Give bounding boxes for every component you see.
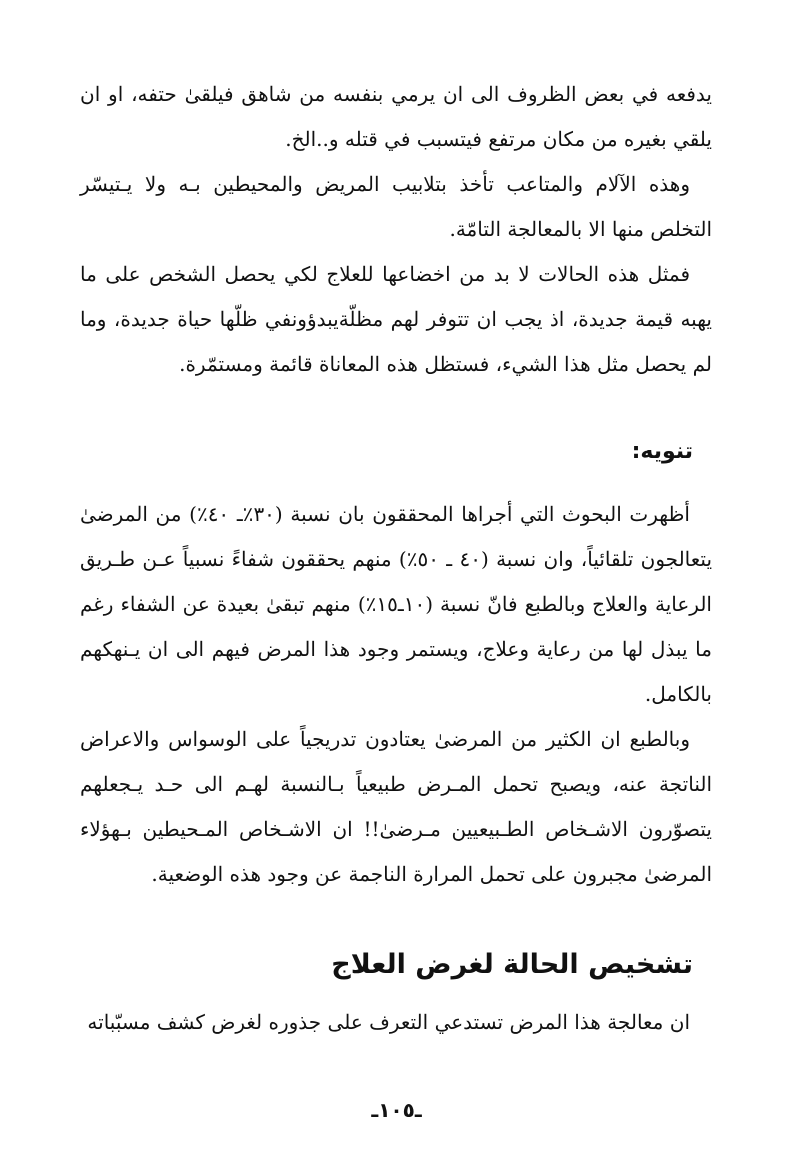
paragraph-adaptation-text: وبالطبع ان الكثير من المرضىٰ يعتادون تدريجياً على الوسواس والاعراض الناتجة عنه، ويصبح تحمل المـرض طبيعياً بـالنسبة لهـم الى حـد يـجعلهم يتصوّرون الاشـخاص الطـبيعيين مـرضىٰ!! ان الاشـخاص المـحيطين بـهؤلاء المرضىٰ مجبرون على تحمل المرارة الناجمة عن وجود هذه الوضعية. xyxy=(80,727,712,886)
paragraph-adaptation xyxy=(80,717,712,897)
page-number: ـ١٠٥ـ xyxy=(371,1098,422,1122)
paragraph-treatment-need-text: فمثل هذه الحالات لا بد من اخضاعها للعلاج لكي يحصل الشخص على ما يهبه قيمة جديدة، اذ يجب ان تتوفر لهم مظلّةيبدؤونفي ظلّها حياة جديدة، وما لم يحصل مثل هذا الشيء، فستظل هذه المعاناة قائمة ومستمّرة. xyxy=(80,262,712,376)
paragraph-research-findings-text: أظهرت البحوث التي أجراها المحققون بان نسبة (٣٠٪ـ ٤٠٪) من المرضىٰ يتعالجون تلقائياً، وان نسبة (٤٠ ـ ٥٠٪) منهم يحققون شفاءً نسبياً عـن طـريق الرعاية والعلاج وبالطبع فانّ نسبة (١٠ـ١٥٪) منهم تبقىٰ بعيدة عن الشفاء رغم ما يبذل لها من رعاية وعلاج، ويستمر وجود هذا المرض فيهم الى ان يـنهكهم بالكامل. xyxy=(80,502,713,706)
paragraph-treatment-need xyxy=(80,252,712,387)
paragraph-research-findings xyxy=(80,492,712,717)
paragraph-continuation: يدفعه في بعض الظروف الى ان يرمي بنفسه من شاهق فيلقىٰ حتفه، او ان يلقي بغيره من مكان مرتفع فيتسبب في قتله و..الخ. xyxy=(80,82,712,151)
note-heading: تنويه: xyxy=(631,439,693,464)
paragraph-diagnosis-text: ان معالجة هذا المرض تستدعي التعرف على جذوره لغرض كشف مسبّباته xyxy=(87,1010,690,1034)
section-heading: تشخيص الحالة لغرض العلاج xyxy=(331,949,693,980)
paragraph-diagnosis xyxy=(80,1000,712,1045)
paragraph-pain-and-hardship-text: وهذه الآلام والمتاعب تأخذ بتلابيب المريض والمحيطين بـه ولا يـتيسّر التخلص منها الا بالمعالجة التامّة. xyxy=(80,172,712,241)
paragraph-pain-and-hardship xyxy=(80,162,712,252)
